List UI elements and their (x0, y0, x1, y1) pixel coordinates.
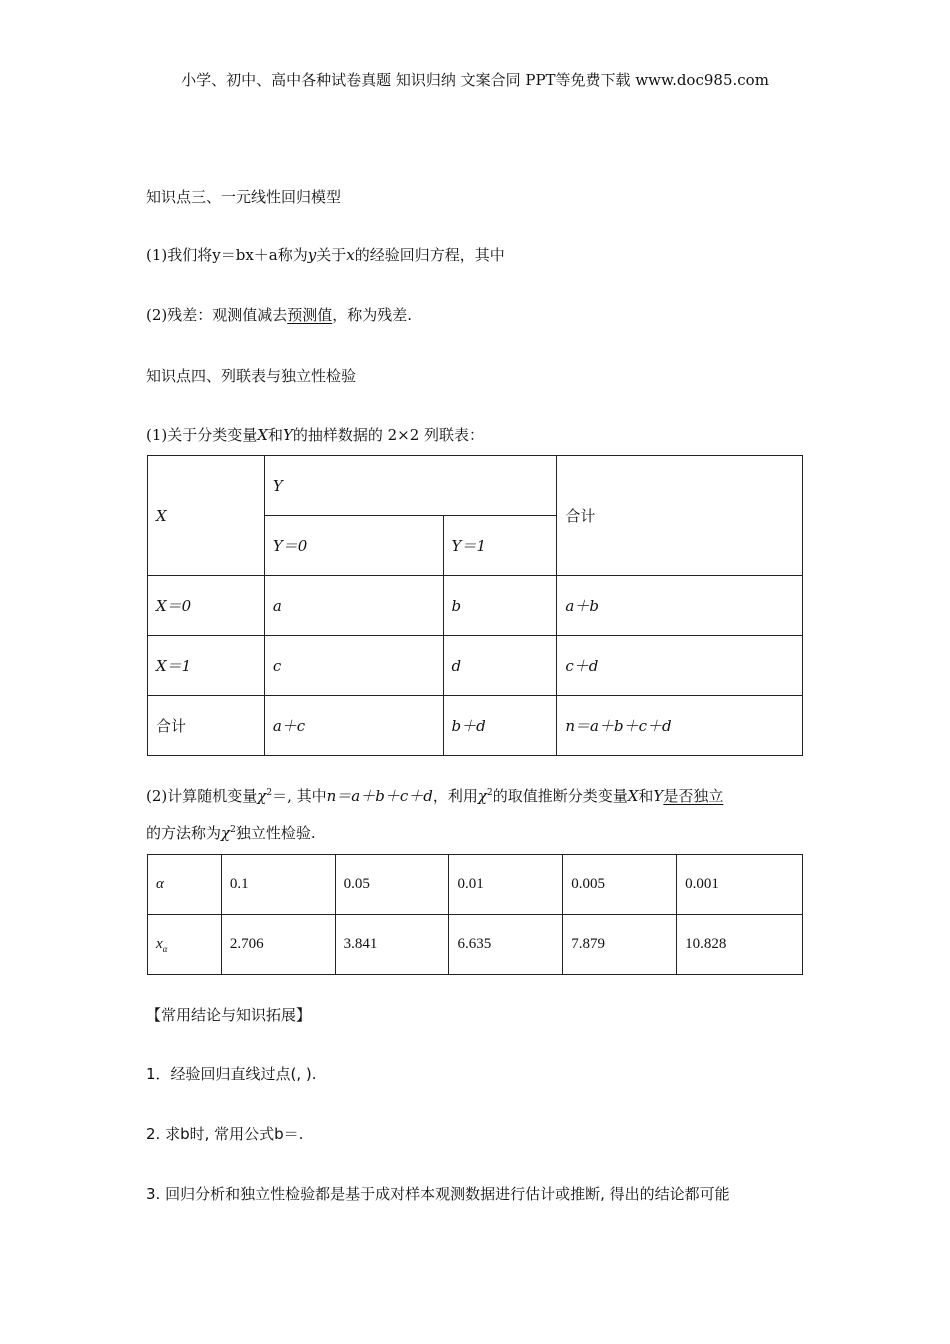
table-cell: 0.001 (677, 855, 803, 915)
table-cell: 0.05 (335, 855, 449, 915)
table-cell: 7.879 (563, 915, 677, 975)
extension-title: 【常用结论与知识拓展】 (146, 1006, 312, 1024)
underlined-term: 是否独立 (663, 787, 724, 805)
table-cell: d (443, 636, 557, 696)
table-cell: c (264, 636, 443, 696)
table-cell: a (264, 576, 443, 636)
page-header: 小学、初中、高中各种试卷真题 知识归纳 文案合同 PPT等免费下载 www.doc985.com (181, 71, 769, 89)
section-3-paragraph-2: (2)残差：观测值减去预测值，称为残差. (146, 306, 413, 324)
section-3-paragraph-1: (1)我们将y＝bx＋a称为y关于x的经验回归方程，其中 (146, 246, 505, 264)
section-4-paragraph-3: 的方法称为$\chi^2$独立性检验. (146, 824, 316, 842)
table-cell: n＝a＋b＋c＋d (557, 696, 803, 756)
alpha-label: α (148, 855, 222, 915)
table-cell: 0.005 (563, 855, 677, 915)
table-row (148, 636, 803, 696)
row-label: X＝0 (148, 576, 265, 636)
section-4-paragraph-1: (1)关于分类变量X和Y的抽样数据的 2×2 列联表： (146, 426, 485, 444)
table-cell: 3.841 (335, 915, 449, 975)
table-cell: 0.1 (221, 855, 335, 915)
section-4-title: 知识点四、列联表与独立性检验 (146, 367, 357, 385)
table-cell: c＋d (557, 636, 803, 696)
x-alpha-label: $x_\alpha$ (148, 915, 222, 975)
table-row (148, 696, 803, 756)
table-row (148, 855, 803, 915)
table-cell: a＋c (264, 696, 443, 756)
header-y1: Y＝1 (443, 516, 557, 576)
table-row (148, 576, 803, 636)
row-label: X＝1 (148, 636, 265, 696)
table-cell: b＋d (443, 696, 557, 756)
row-label: 合计 (148, 696, 265, 756)
section-4-paragraph-2: (2)计算随机变量$\chi^2=$, 其中n＝a＋b＋c＋d，利用$\chi^2$的取值推断分类变量X和Y是否独立 (146, 787, 724, 805)
table-cell: a＋b (557, 576, 803, 636)
table-cell: b (443, 576, 557, 636)
header-x: X (148, 456, 265, 576)
extension-item-2: 2. 求b时, 常用公式b＝. (146, 1125, 304, 1143)
header-y: Y (264, 456, 557, 516)
header-total: 合计 (557, 456, 803, 576)
underlined-term: 预测值 (287, 306, 333, 324)
header-y0: Y＝0 (264, 516, 443, 576)
table-cell: 2.706 (221, 915, 335, 975)
table-cell: 0.01 (449, 855, 563, 915)
extension-item-3: 3. 回归分析和独立性检验都是基于成对样本观测数据进行估计或推断, 得出的结论都可能 (146, 1185, 730, 1203)
contingency-table (147, 455, 803, 756)
critical-value-table (147, 854, 803, 975)
extension-item-1: 1．经验回归直线过点(, ). (146, 1065, 317, 1083)
section-3-title: 知识点三、一元线性回归模型 (146, 188, 342, 206)
table-cell: 10.828 (677, 915, 803, 975)
table-row (148, 915, 803, 975)
table-cell: 6.635 (449, 915, 563, 975)
